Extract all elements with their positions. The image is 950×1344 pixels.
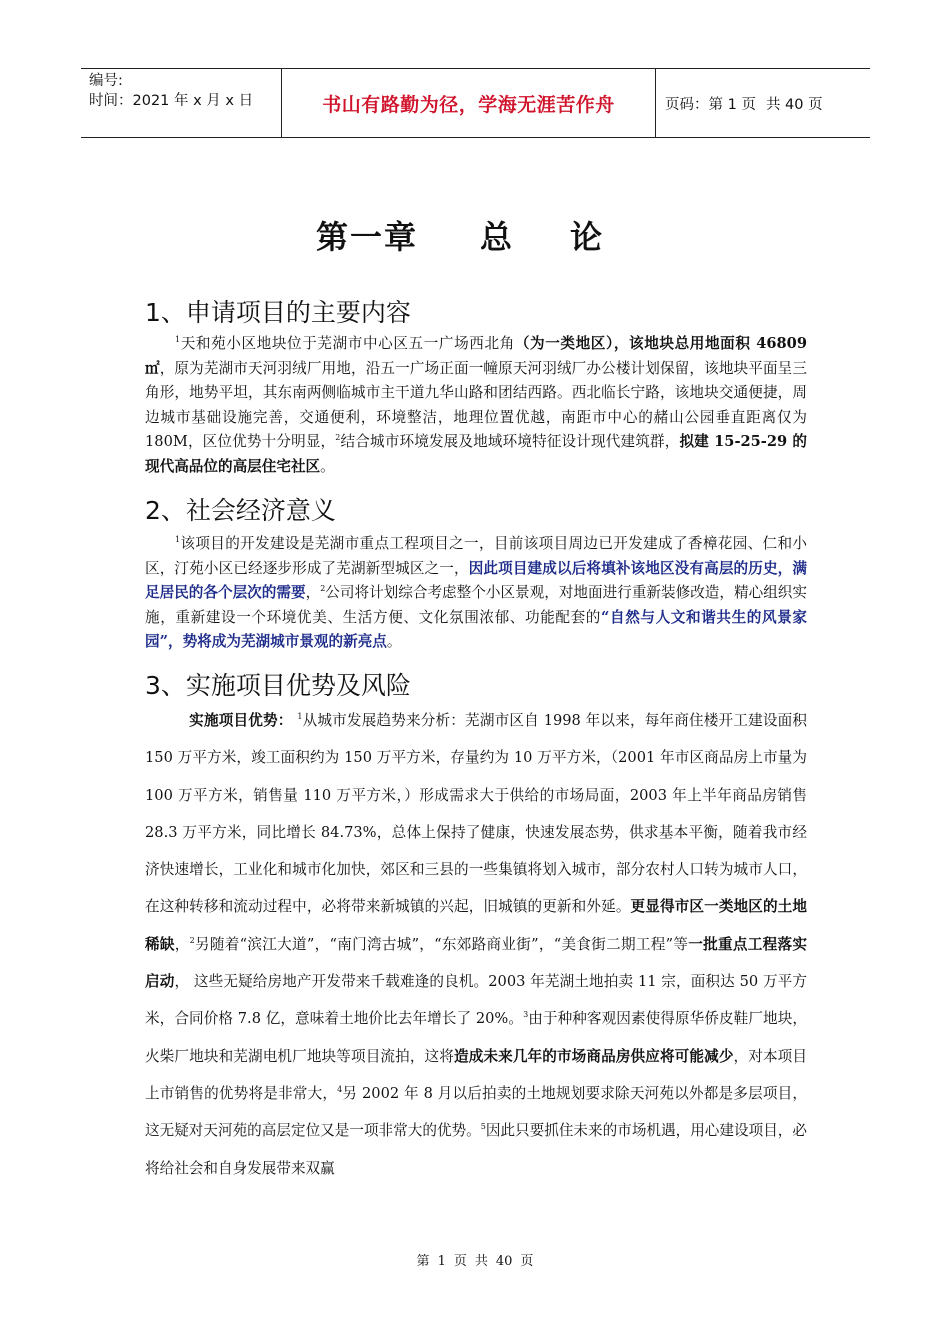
header-right-cell [656,69,870,137]
bold-text-span: “自然与人文和谐共生的风景家园”，势将成为芜湖城市景观的新亮点 [145,608,807,650]
text-span: 。 [320,457,335,475]
page-footer [0,1250,950,1269]
section-heading-2: 2、社会经济意义 [145,496,336,525]
footer-text: 页 [520,1254,534,1269]
footnote-mark: 1 [175,335,181,345]
text-span: 该项目的开发建设是芜湖市重点工程项目之一，目前该项目周边已开发建成了香樟花园、仁和小区，汀苑小区已经逐步形成了芜湖新型城区之一， [145,535,807,577]
header-table [81,68,870,138]
chapter-number: 第一章 [315,218,418,256]
paragraph-2 [145,532,807,655]
paragraph-3 [145,702,807,1187]
text-span: ， [174,935,190,953]
text-span: 从城市发展趋势来分析：芜湖市区自 1998 年以来，每年商住楼开工建设面积 150 万平方米，竣工面积约为 150 万平方米，存量约为 10 万平方米，（2001 年市区商品房上市量为 100 万平方米，销售量 110 万平方米，）形成需求大于供给的市场局面，2003 年上半年商品房销售 28.3 万平方米，同比增长 84.73%，总体上保持了健康，快速发展态势，供求基本平衡，随着我市经济快速增长，工业化和城市化加快，郊区和三县的一些集镇将划入城市，部分农村人口转为城市人口，在这种转移和流动过程中，必将带来新城镇的兴起，旧城镇的更新和外延。 [145,712,807,916]
footer-page-number: 1 [437,1254,446,1269]
text-span: ，原为芜湖市天河羽绒厂用地，沿五一广场正面一幢原天河羽绒厂办公楼计划保留，该地块平面呈三角形，地势平坦，其东南两侧临城市主干道九华山路和团结西路。西北临长宁路，该地块交通便捷，周边城市基础设施完善，交通便利，环境整洁，地理位置优越，南距市中心的赭山公园垂直距离仅为 180M，区位优势十分明显， [145,359,807,450]
time-label: 时间：2021 年 x 月 x 日 [89,93,254,109]
motto: 书山有路勤为径，学海无涯苦作舟 [282,69,656,137]
text-span: 。 [386,633,402,650]
chapter-title [0,212,920,258]
total-pages-label: 共 40 页 [765,96,823,113]
text-span: 公司将计划综合考虑整个小区景观，对地面进行重新装修改造，精心组织实施，重新建设一个环境优美、生活方便、文化氛围浓郁、功能配套的 [145,584,807,626]
text-span: 结合城市环境发展及地域环境特征设计现代建筑群， [340,433,680,450]
footer-text: 页 [453,1254,467,1269]
text-span: ，对本项目上市销售的优势将是非常大， [145,1047,807,1102]
footnote-mark: 5 [480,1122,486,1132]
paragraph-1 [145,332,807,479]
footnote-mark: 1 [175,535,181,545]
text-span: ， 这些无疑给房地产开发带来千载难逢的良机。2003 年芜湖土地拍卖 11 宗，面积达 50 万平方米，合同价格 7.8 亿，意味着土地价比去年增长了 20%。 [145,973,807,1028]
text-span: 另 2002 年 8 月以后拍卖的土地规划要求除天河苑以外都是多层项目，这无疑对天河苑的高层定位又是一项非常大的优势。 [145,1084,807,1140]
text-span: ， [305,584,321,601]
bold-text-span: 造成未来几年的市场商品房供应将可能减少 [453,1047,734,1065]
footer-total-pages: 40 [495,1254,513,1269]
chapter-word-1: 总 [479,218,514,256]
footnote-mark: 2 [189,935,195,945]
page-number-label: 页码：第 1 页 [665,96,756,113]
section-heading-3: 3、实施项目优势及风险 [145,671,411,700]
header-left-cell [81,69,282,137]
bold-text-span: 拟建 15-25-29 的现代高品位的高层住宅社区 [145,433,807,475]
footnote-mark: 4 [337,1085,343,1095]
text-span: 因此只要抓住未来的市场机遇，用心建设项目，必将给社会和自身发展带来双赢 [145,1122,807,1177]
section-heading-1: 1、申请项目的主要内容 [145,298,411,327]
footnote-mark: 1 [297,712,303,722]
footer-text: 共 [474,1254,488,1269]
bold-text-span: 一批重点工程落实启动 [145,935,807,991]
text-span: 天和苑小区地块位于芜湖市中心区五一广场西北角 [180,335,515,352]
chapter-word-2: 论 [570,218,605,256]
bold-text-span: 更显得市区一类地区的土地稀缺 [145,898,807,953]
lead-label: 实施项目优势： [189,712,293,729]
bold-text-span: （为一类地区），该地块总用地面积 46809㎡ [145,335,807,377]
bold-text-span: 因此项目建成以后将填补该地区没有高层的历史，满足居民的各个层次的需要 [145,559,807,601]
text-span: 由于种种客观因素使得原华侨皮鞋厂地块，火柴厂地块和芜湖电机厂地块等项目流拍，这将 [145,1010,807,1065]
text-span: 另随着“滨江大道”，“南门湾古城”，“东郊路商业街”，“美食街二期工程”等 [194,935,689,953]
footnote-mark: 2 [320,584,326,594]
footer-text: 第 [416,1254,430,1269]
footnote-mark: 3 [523,1010,529,1020]
number-label: 编号: [89,73,123,89]
footnote-mark: 2 [335,433,341,443]
